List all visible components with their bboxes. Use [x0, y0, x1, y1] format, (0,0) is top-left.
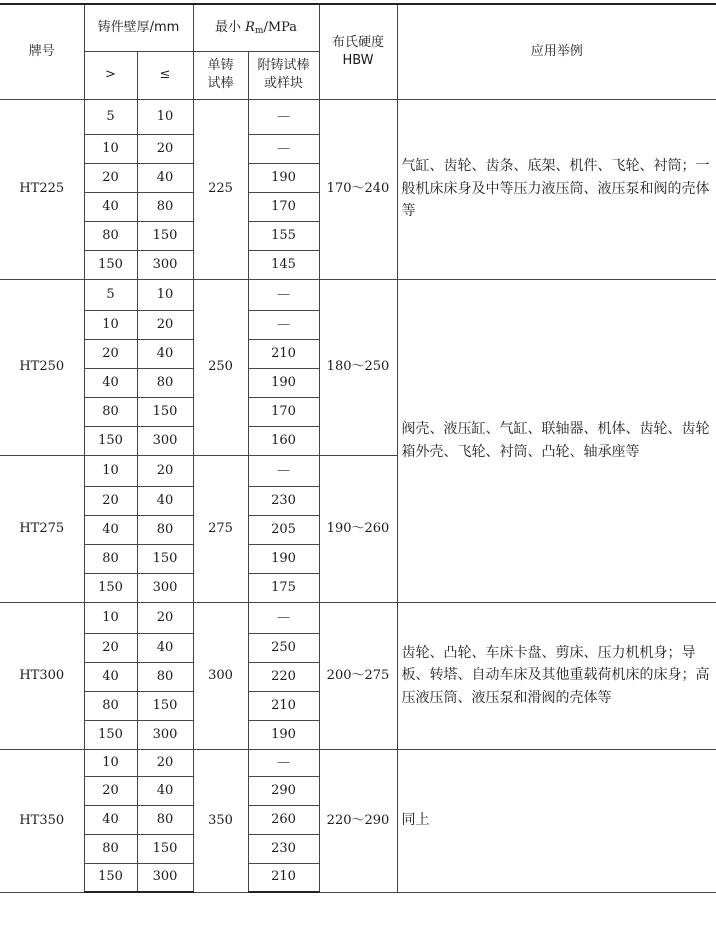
- thickness-le-cell: 40: [137, 339, 193, 368]
- attached-bar-cell: 290: [248, 776, 319, 805]
- cast-iron-grade-table: [0, 3, 716, 893]
- grade-cell: HT350: [0, 749, 84, 892]
- grade-cell: HT275: [0, 455, 84, 602]
- header-attached-bar: 附铸试棒或样块: [248, 51, 319, 99]
- table-row: [0, 749, 716, 776]
- header-le: ≤: [137, 51, 193, 99]
- thickness-gt-cell: 80: [84, 834, 137, 863]
- hardness-cell: 170～240: [319, 99, 397, 279]
- attached-bar-cell: 250: [248, 633, 319, 662]
- thickness-le-cell: 40: [137, 163, 193, 192]
- thickness-le-cell: 150: [137, 691, 193, 720]
- header-single-bar: 单铸试棒: [193, 51, 248, 99]
- attached-bar-cell: 260: [248, 805, 319, 834]
- attached-bar-cell: 205: [248, 515, 319, 544]
- table-row: [0, 279, 716, 310]
- single-bar-cell: 300: [193, 602, 248, 749]
- thickness-gt-cell: 80: [84, 221, 137, 250]
- thickness-le-cell: 20: [137, 602, 193, 633]
- thickness-le-cell: 300: [137, 863, 193, 892]
- attached-bar-cell: 175: [248, 573, 319, 602]
- attached-bar-cell: —: [248, 134, 319, 163]
- thickness-gt-cell: 80: [84, 691, 137, 720]
- thickness-gt-cell: 40: [84, 662, 137, 691]
- single-bar-cell: 275: [193, 455, 248, 602]
- single-bar-cell: 225: [193, 99, 248, 279]
- thickness-gt-cell: 5: [84, 99, 137, 134]
- thickness-le-cell: 300: [137, 426, 193, 455]
- attached-bar-cell: —: [248, 99, 319, 134]
- attached-bar-cell: 155: [248, 221, 319, 250]
- thickness-le-cell: 20: [137, 455, 193, 486]
- thickness-le-cell: 300: [137, 250, 193, 279]
- thickness-le-cell: 20: [137, 134, 193, 163]
- thickness-gt-cell: 20: [84, 776, 137, 805]
- header-application: 应用举例: [397, 4, 716, 99]
- hardness-cell: 220～290: [319, 749, 397, 892]
- thickness-gt-cell: 20: [84, 163, 137, 192]
- thickness-le-cell: 80: [137, 662, 193, 691]
- thickness-gt-cell: 10: [84, 134, 137, 163]
- attached-bar-cell: 230: [248, 834, 319, 863]
- thickness-gt-cell: 150: [84, 573, 137, 602]
- attached-bar-cell: 230: [248, 486, 319, 515]
- thickness-gt-cell: 20: [84, 339, 137, 368]
- table-row: [0, 602, 716, 633]
- attached-bar-cell: —: [248, 455, 319, 486]
- thickness-gt-cell: 10: [84, 602, 137, 633]
- thickness-le-cell: 40: [137, 776, 193, 805]
- attached-bar-cell: —: [248, 602, 319, 633]
- thickness-le-cell: 20: [137, 749, 193, 776]
- attached-bar-cell: 160: [248, 426, 319, 455]
- header-row-1: [0, 4, 716, 51]
- header-grade: 牌号: [0, 4, 84, 99]
- thickness-gt-cell: 40: [84, 368, 137, 397]
- attached-bar-cell: 190: [248, 720, 319, 749]
- table-row: [0, 99, 716, 134]
- thickness-le-cell: 10: [137, 99, 193, 134]
- thickness-le-cell: 150: [137, 834, 193, 863]
- single-bar-cell: 350: [193, 749, 248, 892]
- attached-bar-cell: 210: [248, 863, 319, 892]
- hardness-cell: 200～275: [319, 602, 397, 749]
- attached-bar-cell: —: [248, 749, 319, 776]
- thickness-gt-cell: 150: [84, 250, 137, 279]
- thickness-le-cell: 80: [137, 805, 193, 834]
- thickness-le-cell: 80: [137, 515, 193, 544]
- attached-bar-cell: 145: [248, 250, 319, 279]
- thickness-le-cell: 10: [137, 279, 193, 310]
- thickness-le-cell: 150: [137, 397, 193, 426]
- thickness-le-cell: 40: [137, 633, 193, 662]
- thickness-gt-cell: 10: [84, 749, 137, 776]
- thickness-gt-cell: 80: [84, 544, 137, 573]
- attached-bar-cell: 190: [248, 163, 319, 192]
- application-cell: 同上: [397, 749, 716, 892]
- hardness-cell: 180～250: [319, 279, 397, 455]
- thickness-gt-cell: 40: [84, 805, 137, 834]
- grade-cell: HT300: [0, 602, 84, 749]
- thickness-gt-cell: 150: [84, 426, 137, 455]
- thickness-le-cell: 80: [137, 192, 193, 221]
- header-min-rm: 最小 Rm/MPa: [193, 4, 319, 51]
- thickness-gt-cell: 150: [84, 720, 137, 749]
- single-bar-cell: 250: [193, 279, 248, 455]
- application-cell: 齿轮、凸轮、车床卡盘、剪床、压力机机身；导板、转塔、自动车床及其他重载荷机床的床身；高压液压筒、液压泵和滑阀的壳体等: [397, 602, 716, 749]
- thickness-gt-cell: 40: [84, 192, 137, 221]
- header-gt: >: [84, 51, 137, 99]
- thickness-le-cell: 150: [137, 221, 193, 250]
- thickness-gt-cell: 5: [84, 279, 137, 310]
- attached-bar-cell: 220: [248, 662, 319, 691]
- attached-bar-cell: 210: [248, 691, 319, 720]
- thickness-gt-cell: 10: [84, 310, 137, 339]
- thickness-gt-cell: 20: [84, 486, 137, 515]
- table-body: [0, 99, 716, 892]
- attached-bar-cell: 190: [248, 368, 319, 397]
- thickness-le-cell: 80: [137, 368, 193, 397]
- thickness-gt-cell: 20: [84, 633, 137, 662]
- attached-bar-cell: —: [248, 279, 319, 310]
- grade-cell: HT250: [0, 279, 84, 455]
- hardness-cell: 190～260: [319, 455, 397, 602]
- thickness-gt-cell: 150: [84, 863, 137, 892]
- thickness-gt-cell: 80: [84, 397, 137, 426]
- thickness-le-cell: 150: [137, 544, 193, 573]
- application-cell: 阀壳、液压缸、气缸、联轴器、机体、齿轮、齿轮箱外壳、飞轮、衬筒、凸轮、轴承座等: [397, 279, 716, 602]
- thickness-gt-cell: 40: [84, 515, 137, 544]
- attached-bar-cell: —: [248, 310, 319, 339]
- thickness-le-cell: 300: [137, 720, 193, 749]
- header-wall-thickness: 铸件壁厚/mm: [84, 4, 193, 51]
- grade-cell: HT225: [0, 99, 84, 279]
- thickness-le-cell: 40: [137, 486, 193, 515]
- attached-bar-cell: 170: [248, 192, 319, 221]
- header-hardness: 布氏硬度HBW: [319, 4, 397, 99]
- thickness-le-cell: 300: [137, 573, 193, 602]
- attached-bar-cell: 210: [248, 339, 319, 368]
- attached-bar-cell: 190: [248, 544, 319, 573]
- application-cell: 气缸、齿轮、齿条、底架、机件、飞轮、衬筒；一般机床床身及中等压力液压筒、液压泵和阀的壳体等: [397, 99, 716, 279]
- thickness-gt-cell: 10: [84, 455, 137, 486]
- attached-bar-cell: 170: [248, 397, 319, 426]
- thickness-le-cell: 20: [137, 310, 193, 339]
